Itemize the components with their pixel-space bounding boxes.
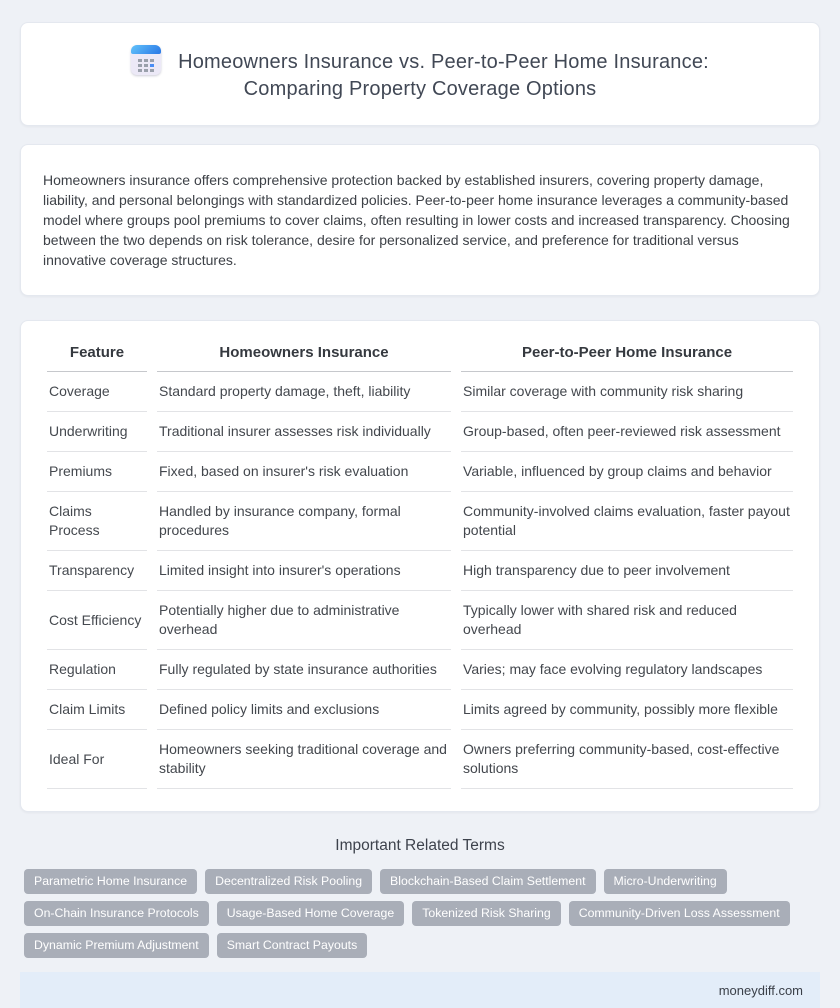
p2p-cell: Owners preferring community-based, cost-effective solutions (461, 730, 793, 789)
term-tag: Usage-Based Home Coverage (217, 901, 404, 926)
p2p-cell: Group-based, often peer-reviewed risk assessment (461, 412, 793, 452)
comparison-table-card (20, 320, 820, 812)
table-header-row (47, 334, 793, 372)
p2p-cell: Similar coverage with community risk sharing (461, 372, 793, 412)
comparison-table (37, 334, 803, 789)
term-tag: Decentralized Risk Pooling (205, 869, 372, 894)
homeowners-cell: Handled by insurance company, formal procedures (157, 492, 451, 551)
p2p-cell: Variable, influenced by group claims and behavior (461, 452, 793, 492)
p2p-cell: High transparency due to peer involvement (461, 551, 793, 591)
calendar-icon (131, 45, 161, 75)
homeowners-cell: Defined policy limits and exclusions (157, 690, 451, 730)
feature-cell: Transparency (47, 551, 147, 591)
related-terms-title: Important Related Terms (335, 837, 505, 854)
term-tag: Dynamic Premium Adjustment (24, 933, 209, 958)
p2p-cell: Varies; may face evolving regulatory landscapes (461, 650, 793, 690)
table-row (47, 730, 793, 789)
feature-cell: Ideal For (47, 730, 147, 789)
table-row (47, 551, 793, 591)
homeowners-cell: Standard property damage, theft, liability (157, 372, 451, 412)
table-row (47, 492, 793, 551)
intro-card (20, 144, 820, 296)
col-header-p2p: Peer-to-Peer Home Insurance (461, 334, 793, 372)
term-tag: Parametric Home Insurance (24, 869, 197, 894)
term-tag: Community-Driven Loss Assessment (569, 901, 790, 926)
term-tag: On-Chain Insurance Protocols (24, 901, 209, 926)
table-row (47, 372, 793, 412)
table-row (47, 650, 793, 690)
term-tag: Smart Contract Payouts (217, 933, 368, 958)
term-tag: Tokenized Risk Sharing (412, 901, 561, 926)
header-card (20, 22, 820, 126)
feature-cell: Cost Efficiency (47, 591, 147, 650)
homeowners-cell: Limited insight into insurer's operations (157, 551, 451, 591)
page-title-line2: Comparing Property Coverage Options (243, 78, 597, 100)
col-header-feature: Feature (47, 334, 147, 372)
homeowners-cell: Fully regulated by state insurance authorities (157, 650, 451, 690)
feature-cell: Premiums (47, 452, 147, 492)
table-row (47, 412, 793, 452)
homeowners-cell: Traditional insurer assesses risk individually (157, 412, 451, 452)
table-row (47, 690, 793, 730)
feature-cell: Claims Process (47, 492, 147, 551)
col-header-homeowners: Homeowners Insurance (157, 334, 451, 372)
table-row (47, 452, 793, 492)
page-title-line1: Homeowners Insurance vs. Peer-to-Peer Home Insurance: (178, 51, 709, 73)
feature-cell: Claim Limits (47, 690, 147, 730)
homeowners-cell: Potentially higher due to administrative overhead (157, 591, 451, 650)
table-row (47, 591, 793, 650)
term-tag: Blockchain-Based Claim Settlement (380, 869, 595, 894)
feature-cell: Regulation (47, 650, 147, 690)
feature-cell: Underwriting (47, 412, 147, 452)
homeowners-cell: Fixed, based on insurer's risk evaluation (157, 452, 451, 492)
related-terms-tags (24, 869, 816, 958)
calendar-icon-dots (138, 59, 142, 62)
footer-bar (20, 972, 820, 1008)
feature-cell: Coverage (47, 372, 147, 412)
homeowners-cell: Homeowners seeking traditional coverage and stability (157, 730, 451, 789)
p2p-cell: Typically lower with shared risk and reduced overhead (461, 591, 793, 650)
page-title (51, 45, 789, 103)
term-tag: Micro-Underwriting (604, 869, 727, 894)
intro-paragraph: Homeowners insurance offers comprehensive protection backed by established insurers, covering property damage, liability, and personal belongings with standardized policies. Peer-to-peer home insurance leverages a community-based model where groups pool premiums to cover claims, often resulting in lower costs and increased transparency. Choosing between the two depends on risk tolerance, desire for personalized service, and preference for traditional versus innovative coverage structures. (43, 172, 790, 268)
p2p-cell: Community-involved claims evaluation, faster payout potential (461, 492, 793, 551)
p2p-cell: Limits agreed by community, possibly more flexible (461, 690, 793, 730)
footer-domain: moneydiff.com (718, 982, 803, 998)
